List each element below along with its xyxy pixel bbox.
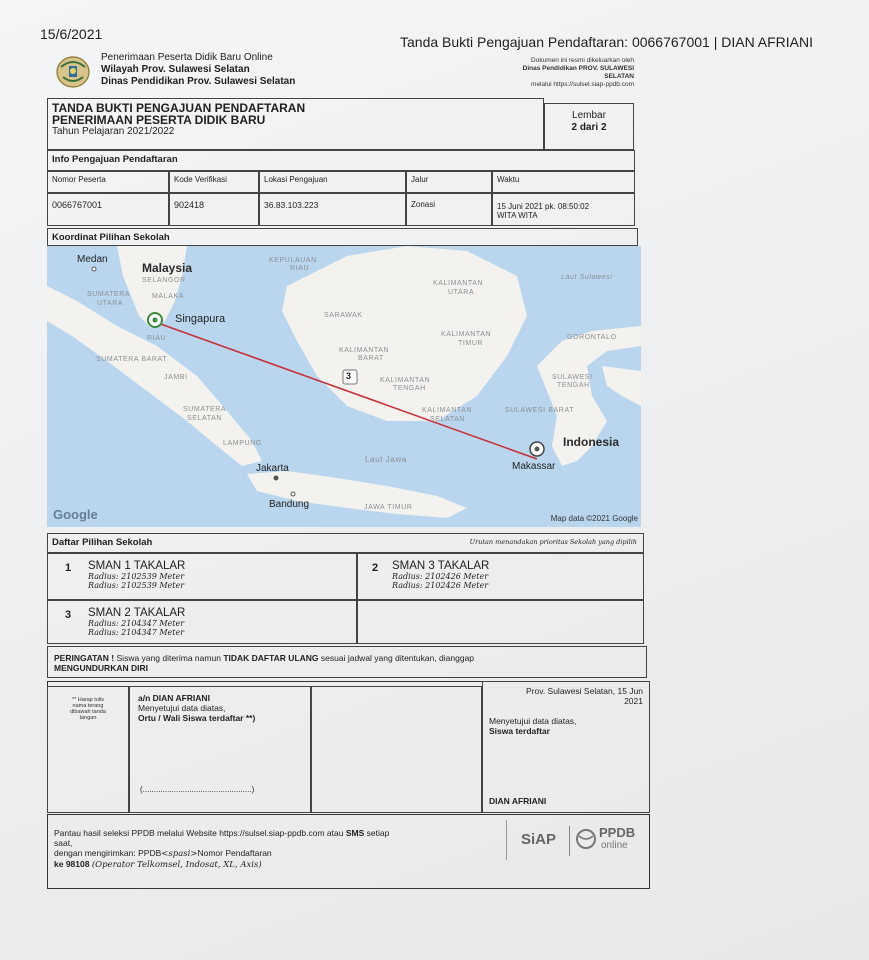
warning-bold: TIDAK DAFTAR ULANG (223, 653, 319, 663)
region-label: SULAWESI BARAT (505, 407, 575, 414)
sea-label-java: Laut Jawa (365, 455, 407, 464)
info-header-kode: Kode Verifikasi (169, 171, 259, 193)
region-label: SUMATERA (183, 406, 227, 413)
org-line-3: Dinas Pendidikan Prov. Sulawesi Selatan (101, 76, 296, 87)
region-label: SELATAN (187, 415, 223, 422)
org-line-1: Penerimaan Peserta Didik Baru Online (101, 52, 273, 63)
parent-name-blank: (.................................................) (140, 785, 255, 794)
school-radius: Radius: 2104347 Meter (88, 619, 185, 628)
info-header-lokasi: Lokasi Pengajuan (259, 171, 406, 193)
footer-line-2: saat, (54, 838, 73, 848)
info-header-nomor: Nomor Peserta (47, 171, 169, 193)
sheet-box (544, 103, 634, 150)
school-map[interactable] (47, 246, 641, 527)
student-name: DIAN AFRIANI (489, 796, 547, 806)
print-title: Tanda Bukti Pengajuan Pendaftaran: 0066767001 | DIAN AFRIANI (400, 34, 814, 50)
note-line-1: Dokumen ini resmi dikeluarkan oleh (531, 57, 634, 64)
footer-sms: SMS (345, 828, 365, 838)
region-label: RIAU (290, 265, 310, 272)
info-value-jalur: Zonasi (406, 193, 492, 226)
info-value-kode: 902418 (169, 193, 259, 226)
province-emblem-icon (55, 55, 91, 89)
school-radius: Radius: 2104347 Meter (88, 628, 185, 637)
region-label: SUMATERA (87, 291, 131, 298)
info-header-waktu: Waktu (492, 171, 635, 193)
note-line-3: SELATAN (604, 73, 634, 80)
place-date-2: 2021 (624, 696, 643, 706)
student-agree: Menyetujui data diatas, (489, 716, 577, 726)
region-label: GORONTALO (567, 334, 617, 341)
place-date-1: Prov. Sulawesi Selatan, 15 Jun (525, 686, 643, 696)
region-label: TENGAH (393, 385, 426, 392)
ppdb-logo: PPDB (599, 825, 636, 840)
academic-year: Tahun Pelajaran 2021/2022 (52, 126, 175, 137)
document-title-2: PENERIMAAN PESERTA DIDIK BARU (52, 113, 266, 127)
online-logo: online (601, 840, 628, 851)
ppdb-globe-icon (575, 828, 597, 850)
school-choice-1 (47, 553, 357, 600)
footer-line-4a: ke 98108 (54, 859, 90, 869)
school-name: SMAN 3 TAKALAR (392, 560, 490, 572)
region-label: SARAWAK (324, 312, 363, 319)
siap-logo: SiAP (521, 831, 557, 848)
footer-line-1: Pantau hasil seleksi PPDB melalui Website https://sulsel.siap-ppdb.com atau (54, 828, 344, 838)
sig-note-1: ** Harap tulis (71, 697, 105, 703)
blank-signature-cell (311, 686, 482, 813)
school-number: 2 (372, 562, 379, 574)
region-label: TENGAH (557, 382, 590, 389)
schools-heading-row (47, 533, 644, 553)
info-value-nomor: 0066767001 (47, 193, 169, 226)
country-malaysia: Malaysia (142, 261, 193, 275)
region-label: LAMPUNG (223, 440, 262, 447)
signature-note-cell (47, 686, 129, 813)
school-radius: Radius: 2102539 Meter (88, 581, 185, 590)
footer-line-4b: (Operator Telkomsel, Indosat, XL, Axis) (91, 860, 262, 870)
city-jakarta: Jakarta (256, 463, 289, 474)
region-label: KALIMANTAN (380, 377, 431, 384)
note-line-2: Dinas Pendidikan PROV. SULAWESI (522, 65, 634, 72)
print-date: 15/6/2021 (40, 26, 103, 42)
note-line-4: melalui https://sulsel.siap-ppdb.com (531, 81, 634, 88)
sheet-label: Lembar (572, 110, 606, 121)
school-radius: Radius: 2102426 Meter (392, 572, 489, 581)
info-header-jalur: Jalur (406, 171, 492, 193)
footer-spasi: <spasi> (161, 849, 198, 859)
sea-label: Laut Sulawesi (561, 274, 613, 281)
school-radius: Radius: 2102539 Meter (88, 572, 185, 581)
region-label: KALIMANTAN (441, 331, 492, 338)
org-line-2: Wilayah Prov. Sulawesi Selatan (101, 64, 250, 75)
region-label: MALAKA (152, 293, 184, 300)
sheet-value: 2 dari 2 (571, 122, 607, 133)
sig-note-2: nama terang (72, 703, 104, 709)
region-label: UTARA (448, 289, 475, 296)
parent-an: a/n DIAN AFRIANI (138, 693, 210, 703)
footer-text (54, 828, 494, 870)
warning-text-1: Siswa yang diterima namun (116, 653, 221, 663)
schools-priority-note: Urutan menandakan prioritas Sekolah yang dipilih (469, 538, 637, 546)
google-logo: Google (53, 507, 98, 522)
region-label: UTARA (97, 300, 124, 307)
official-document-note (468, 57, 634, 89)
school-number: 1 (65, 562, 72, 574)
schools-heading: Daftar Pilihan Sekolah (52, 537, 153, 548)
school-choice-2 (357, 553, 644, 600)
map-canvas (47, 246, 641, 527)
warning-box (47, 646, 647, 678)
country-indonesia: Indonesia (563, 435, 620, 449)
sig-note-3: dibawah tanda (70, 709, 106, 715)
school-choice-3 (47, 600, 357, 644)
parent-agree: Menyetujui data diatas, (138, 703, 226, 713)
region-label: SULAWESI (552, 374, 593, 381)
region-label: SELANGOR (142, 277, 186, 284)
map-attribution[interactable]: Map data ©2021 Google (550, 514, 638, 523)
footer-line-1b: setiap (366, 828, 390, 838)
info-value-lokasi: 36.83.103.223 (259, 193, 406, 226)
school-choice-empty (357, 600, 644, 644)
student-role: Siswa terdaftar (489, 726, 550, 736)
organization-block (101, 52, 295, 88)
school-number: 3 (65, 609, 72, 621)
city-makassar: Makassar (512, 461, 556, 472)
sig-note-4: tangan (79, 715, 97, 721)
city-medan: Medan (77, 254, 108, 265)
document-title-box (47, 98, 544, 150)
region-label: JAMBI (164, 374, 188, 381)
school-name: SMAN 1 TAKALAR (88, 560, 186, 572)
map-heading: Koordinat Pilihan Sekolah (47, 228, 638, 246)
region-label: KEPULAUAN (269, 257, 317, 264)
parent-role: Ortu / Wali Siswa terdaftar **) (138, 713, 256, 723)
city-singapura: Singapura (175, 313, 226, 325)
region-label: SELATAN (430, 416, 466, 423)
region-label: KALIMANTAN (339, 347, 390, 354)
region-label: RIAU (147, 335, 167, 342)
city-bandung: Bandung (269, 499, 310, 510)
document-title-1: TANDA BUKTI PENGAJUAN PENDAFTARAN (52, 101, 306, 115)
waktu-datetime: 15 Juni 2021 pk. 08:50:02 (497, 202, 590, 211)
warning-line-2: MENGUNDURKAN DIRI (54, 663, 148, 673)
school-marker-number: 3 (346, 371, 352, 381)
student-signature-cell (482, 681, 650, 813)
region-label: KALIMANTAN (422, 407, 473, 414)
info-heading: Info Pengajuan Pendaftaran (47, 150, 635, 171)
footer-line-3a: dengan mengirimkan: PPDB (54, 848, 162, 858)
footer-logos (506, 820, 646, 860)
region-label: KALIMANTAN (433, 280, 484, 287)
region-label: SUMATERA BARAT (96, 356, 168, 363)
school-name: SMAN 2 TAKALAR (88, 607, 186, 619)
footer-line-3b: Nomor Pendaftaran (197, 848, 272, 858)
parent-signature-cell (129, 686, 311, 813)
warning-label: PERINGATAN ! (54, 653, 115, 663)
school-radius: Radius: 2102426 Meter (392, 581, 489, 590)
region-label: JAWA TIMUR (364, 504, 413, 511)
waktu-suffix: WITA WITA (497, 211, 538, 220)
info-value-waktu (492, 193, 635, 226)
region-label: BARAT (358, 355, 384, 362)
region-label: TIMUR (458, 340, 484, 347)
warning-text-2: sesuai jadwal yang ditentukan, dianggap (320, 653, 475, 663)
